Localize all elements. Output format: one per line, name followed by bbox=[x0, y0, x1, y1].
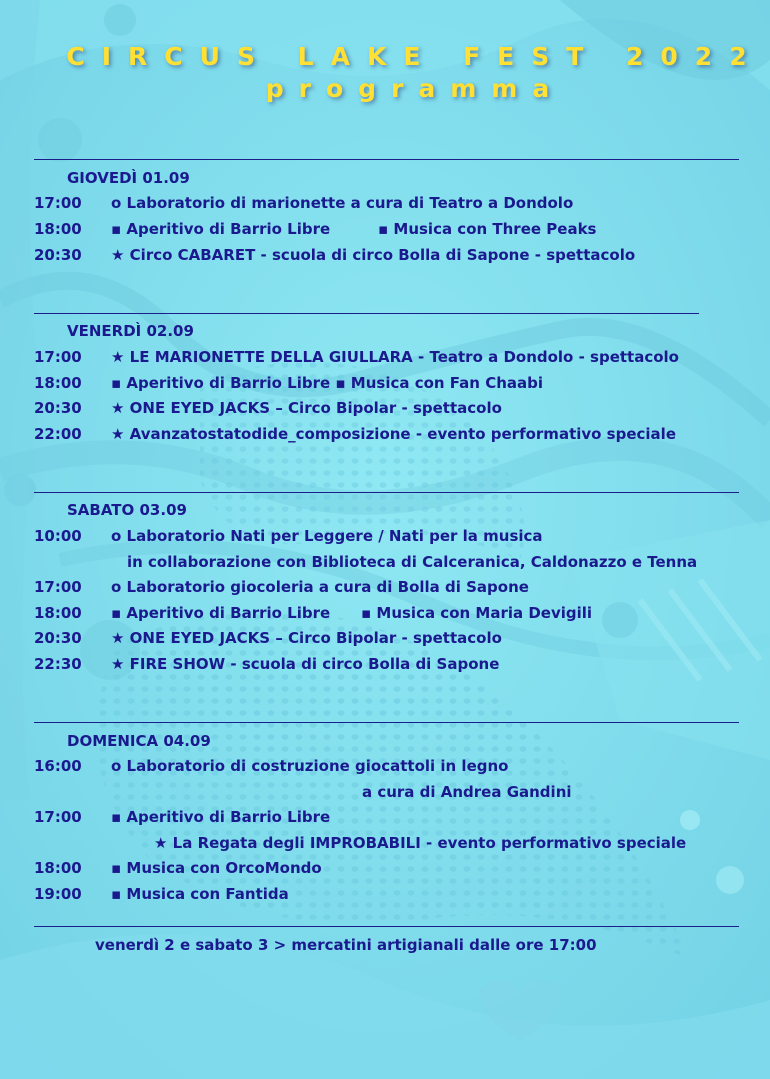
event-time: 17:00 bbox=[34, 578, 82, 596]
section-divider bbox=[34, 722, 739, 723]
event-text: ★ Avanzatostatodide_composizione - evento performativo speciale bbox=[111, 425, 676, 443]
event-time: 17:00 bbox=[34, 808, 82, 826]
section-divider bbox=[34, 313, 699, 314]
event-text: ▪ Aperitivo di Barrio Libre ▪ Musica con Fan Chaabi bbox=[111, 374, 544, 392]
event-time: 18:00 bbox=[34, 859, 82, 877]
day-heading-thursday: GIOVEDÌ 01.09 bbox=[67, 169, 190, 187]
event-time: 20:30 bbox=[34, 399, 82, 417]
event-time: 17:00 bbox=[34, 348, 82, 366]
event-text: ★ LE MARIONETTE DELLA GIULLARA - Teatro a Dondolo - spettacolo bbox=[111, 348, 679, 366]
event-text-continuation: a cura di Andrea Gandini bbox=[362, 783, 572, 801]
event-text: ▪ Musica con Fantida bbox=[111, 885, 289, 903]
event-time: 20:30 bbox=[34, 629, 82, 647]
event-text-secondary: ▪ Musica con Three Peaks bbox=[378, 220, 597, 238]
event-text: ▪ Aperitivo di Barrio Libre bbox=[111, 604, 331, 622]
event-text: ★ ONE EYED JACKS – Circo Bipolar - spettacolo bbox=[111, 629, 502, 647]
event-text: ▪ Musica con OrcoMondo bbox=[111, 859, 322, 877]
event-text: o Laboratorio di costruzione giocattoli in legno bbox=[111, 757, 509, 775]
page-subtitle: programma bbox=[265, 74, 565, 103]
event-time: 18:00 bbox=[34, 604, 82, 622]
event-text-continuation: ★ La Regata degli IMPROBABILI - evento performativo speciale bbox=[154, 834, 687, 852]
event-time: 10:00 bbox=[34, 527, 82, 545]
page-title: CIRCUS LAKE FEST 2022 bbox=[66, 42, 764, 71]
event-text: ★ FIRE SHOW - scuola di circo Bolla di Sapone bbox=[111, 655, 500, 673]
event-time: 17:00 bbox=[34, 194, 82, 212]
event-text: o Laboratorio Nati per Leggere / Nati per la musica bbox=[111, 527, 543, 545]
section-divider bbox=[34, 492, 739, 493]
day-heading-saturday: SABATO 03.09 bbox=[67, 501, 187, 519]
event-text-secondary: ▪ Musica con Maria Devigili bbox=[361, 604, 593, 622]
event-time: 18:00 bbox=[34, 374, 82, 392]
event-text: ▪ Aperitivo di Barrio Libre bbox=[111, 808, 331, 826]
event-time: 19:00 bbox=[34, 885, 82, 903]
event-text: o Laboratorio di marionette a cura di Teatro a Dondolo bbox=[111, 194, 574, 212]
day-heading-sunday: DOMENICA 04.09 bbox=[67, 732, 211, 750]
footer-note: venerdì 2 e sabato 3 > mercatini artigianali dalle ore 17:00 bbox=[95, 936, 597, 954]
event-text: o Laboratorio giocoleria a cura di Bolla di Sapone bbox=[111, 578, 529, 596]
event-time: 22:30 bbox=[34, 655, 82, 673]
event-text: ★ ONE EYED JACKS – Circo Bipolar - spettacolo bbox=[111, 399, 502, 417]
event-text: ★ Circo CABARET - scuola di circo Bolla di Sapone - spettacolo bbox=[111, 246, 636, 264]
event-time: 22:00 bbox=[34, 425, 82, 443]
event-time: 20:30 bbox=[34, 246, 82, 264]
section-divider bbox=[34, 926, 739, 927]
section-divider bbox=[34, 159, 739, 160]
event-text-continuation: in collaborazione con Biblioteca di Calceranica, Caldonazzo e Tenna bbox=[127, 553, 698, 571]
event-time: 18:00 bbox=[34, 220, 82, 238]
day-heading-friday: VENERDÌ 02.09 bbox=[67, 322, 194, 340]
event-time: 16:00 bbox=[34, 757, 82, 775]
event-text: ▪ Aperitivo di Barrio Libre bbox=[111, 220, 331, 238]
